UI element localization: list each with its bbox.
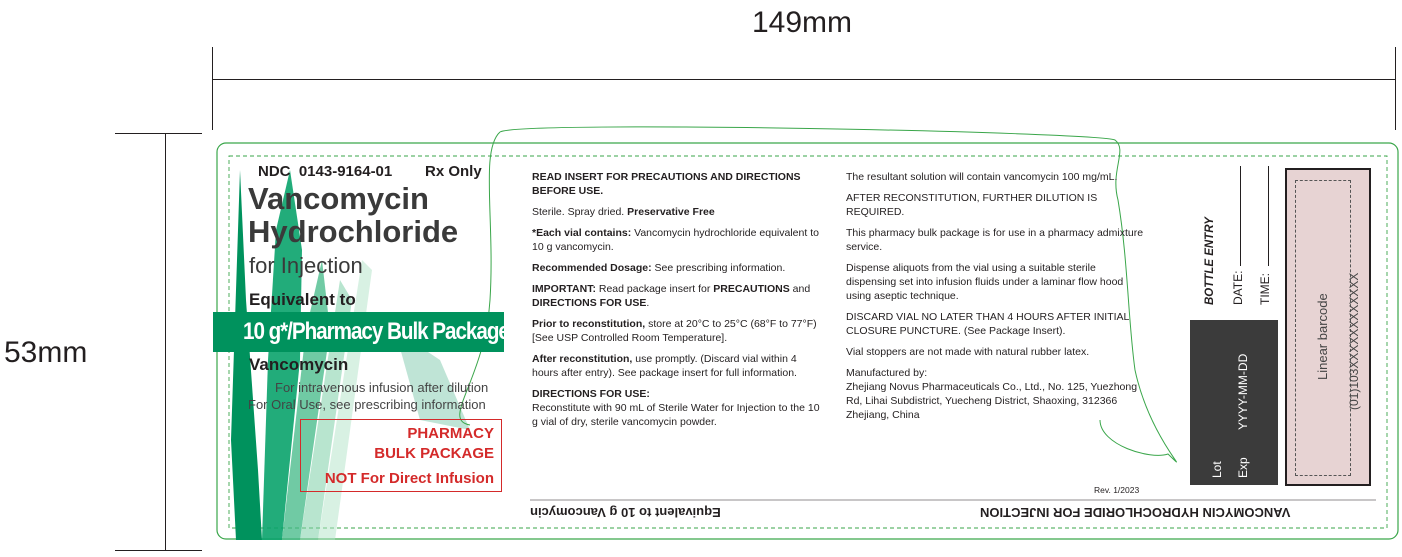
bottom-product-text: VANCOMYCIN HYDROCHLORIDE FOR INJECTION: [980, 505, 1291, 520]
barcode-label: Linear barcode: [1315, 293, 1330, 380]
storage-after: After reconstitution, use promptly. (Discard vial within 4 hours after entry). See package insert for full information.: [532, 353, 797, 379]
discard-vial: DISCARD VIAL NO LATER THAN 4 HOURS AFTER INITIAL CLOSURE PUNCTURE. (See Package Insert).: [846, 311, 1129, 337]
lot-exp-box: [1190, 320, 1278, 485]
warning-line2: BULK PACKAGE: [374, 445, 494, 462]
dosage-form: for Injection: [249, 253, 363, 278]
pharmacy-bulk-warning-box: [300, 419, 502, 492]
recommended-dosage: Recommended Dosage: See prescribing information.: [532, 262, 786, 274]
latex-note: Vial stoppers are not made with natural rubber latex.: [846, 346, 1090, 358]
rx-only: Rx Only: [425, 163, 482, 180]
admixture-service: This pharmacy bulk package is for use in a pharmacy admixture service.: [846, 227, 1144, 253]
strength-banner: [213, 312, 509, 352]
route-iv: For intravenous infusion after dilution: [275, 380, 489, 395]
barcode-box: [1285, 168, 1371, 486]
important-note: IMPORTANT: Read package insert for PRECAUTIONS and DIRECTIONS FOR USE.: [532, 283, 811, 309]
width-dimension-label: 149mm: [752, 6, 853, 39]
further-dilution: AFTER RECONSTITUTION, FURTHER DILUTION IS REQUIRED.: [846, 192, 1098, 218]
time-line: [1268, 166, 1269, 266]
height-dimension-label: 53mm: [4, 336, 88, 369]
vancomycin-label: Vancomycin: [249, 355, 349, 374]
middle-text-column: [532, 170, 824, 436]
storage-before: Prior to reconstitution, store at 20°C to 25°C (68°F to 77°F) [See USP Controlled Room Temperature].: [532, 318, 817, 344]
exp-value: YYYY-MM-DD: [1236, 353, 1250, 430]
bottom-equivalent-text: Equivalent to 10 g Vancomycin: [530, 505, 721, 520]
right-text-column: [846, 170, 1146, 422]
warning-line1: PHARMACY: [407, 425, 494, 442]
date-line: [1240, 166, 1241, 266]
bottle-entry-date: DATE:: [1231, 270, 1245, 305]
revision: Rev. 1/2023: [1094, 485, 1140, 495]
ndc-number: NDC 0143-9164-01: [258, 163, 393, 180]
bottle-entry-time: TIME:: [1258, 273, 1272, 305]
strength-banner-text: 10 g*/Pharmacy Bulk Package: [243, 318, 509, 345]
drug-name-line2: Hydrochloride: [248, 214, 459, 249]
exp-label: Exp: [1236, 457, 1250, 478]
read-insert-heading: READ INSERT FOR PRECAUTIONS AND DIRECTIONS BEFORE USE.: [532, 171, 801, 197]
sterile-line: Sterile. Spray dried. Preservative Free: [532, 206, 715, 218]
directions-text: Reconstitute with 90 mL of Sterile Water for Injection to the 10 g vial of dry, sterile vancomycin powder.: [532, 402, 820, 428]
lot-label: Lot: [1210, 461, 1224, 478]
manufacturer: Manufactured by: Zhejiang Novus Pharmaceuticals Co., Ltd., No. 125, Yuezhong Rd, Lihai Subdistrict, Yuecheng District, Shaoxing, 312366 Zhejiang, China: [846, 367, 1138, 421]
drug-name-line1: Vancomycin: [248, 181, 429, 216]
warning-line3: NOT For Direct Infusion: [324, 470, 494, 487]
dispense-aliquots: Dispense aliquots from the vial using a suitable sterile dispensing set into infusion fluids under a laminar flow hood using aseptic technique.: [846, 262, 1124, 302]
directions-for-use: DIRECTIONS FOR USE:: [532, 388, 650, 400]
vial-contents: *Each vial contains: Vancomycin hydrochloride equivalent to 10 g vancomycin.: [532, 227, 819, 253]
bottle-entry-title: BOTTLE ENTRY: [1204, 217, 1216, 305]
resultant-solution: The resultant solution will contain vancomycin 100 mg/mL.: [846, 171, 1118, 183]
equivalent-to: Equivalent to: [249, 290, 356, 309]
route-oral: For Oral Use, see prescribing information: [248, 397, 486, 412]
barcode-code: (01)103XXXXXXXXXXXX: [1347, 272, 1361, 410]
